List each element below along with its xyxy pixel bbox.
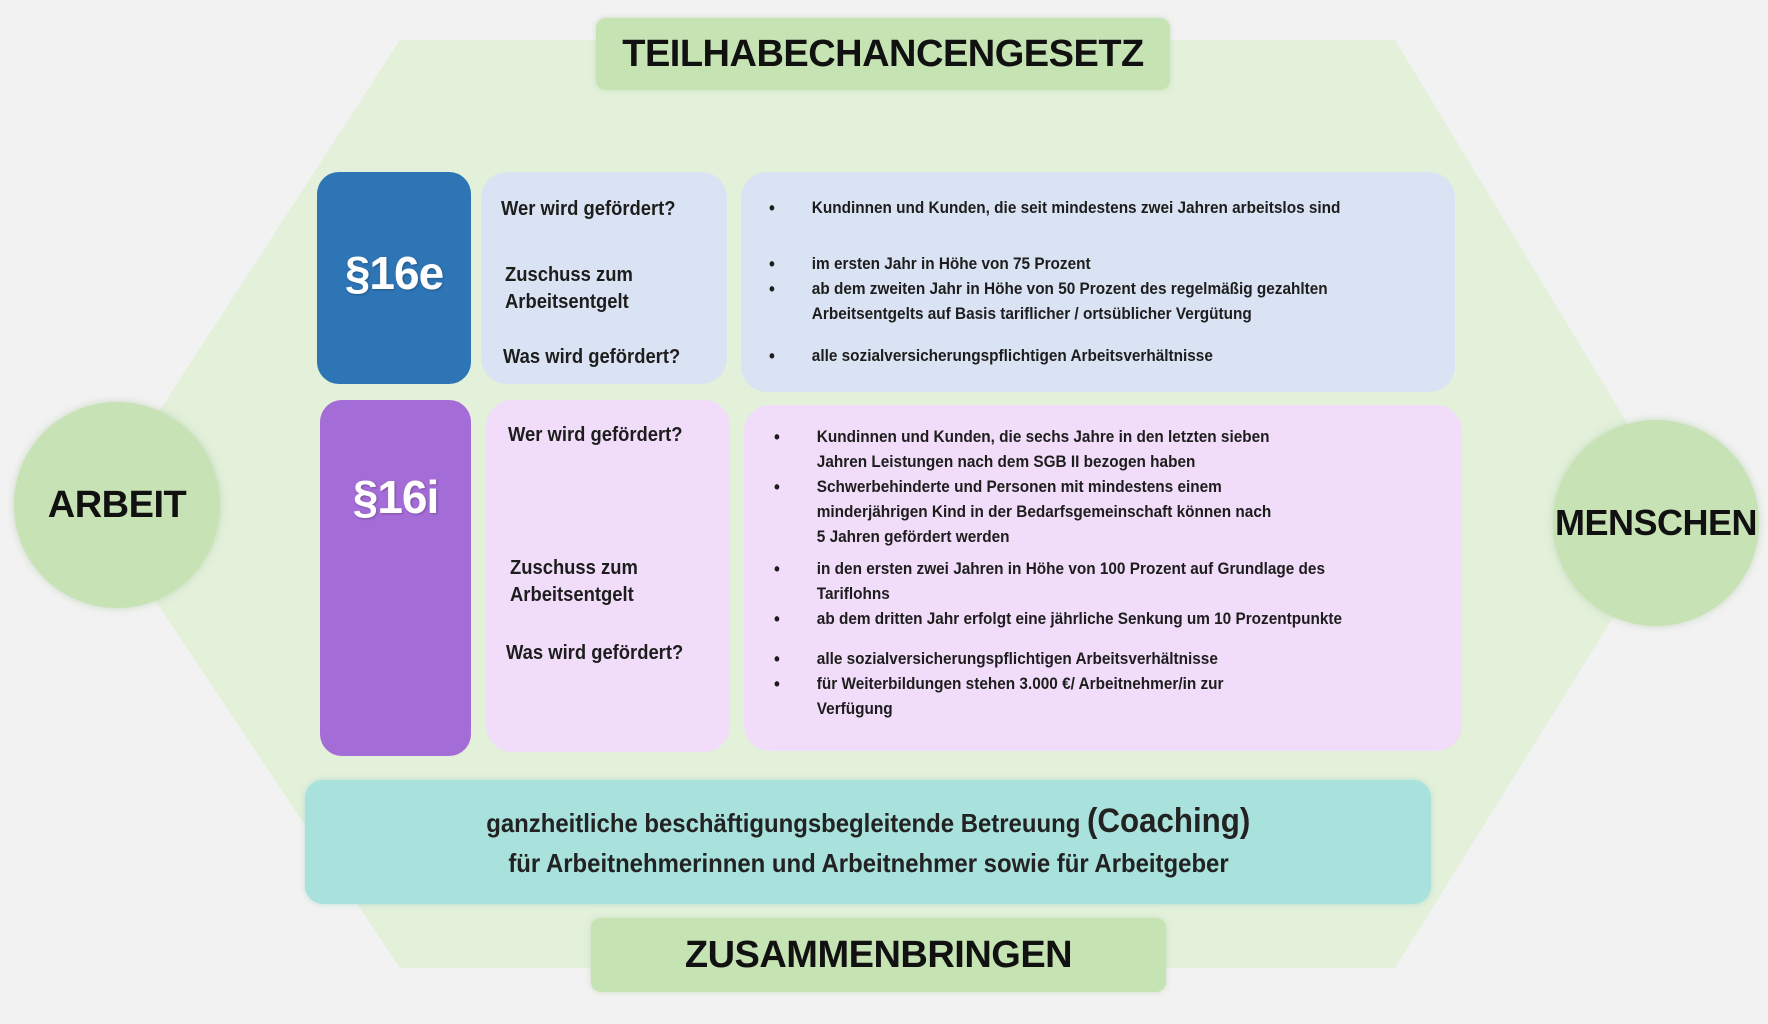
list-item: • im ersten Jahr in Höhe von 75 Prozent	[769, 252, 1328, 277]
menschen-label: MENSCHEN	[1554, 502, 1757, 543]
list-item: • ab dem dritten Jahr erfolgt eine jährliche Senkung um 10 Prozentpunkte	[774, 607, 1342, 632]
title-banner	[596, 18, 1170, 90]
list-item: • Kundinnen und Kunden, die sechs Jahre in den letzten sieben	[774, 425, 1271, 450]
label-who-16e: Wer wird gefördert?	[501, 198, 676, 220]
list-item: • alle sozialversicherungspflichtigen Arbeitsverhältnisse	[774, 647, 1224, 672]
label-subsidy-16i-line1: Zuschuss zum	[510, 557, 638, 579]
menschen-circle	[1553, 420, 1759, 626]
label-what-16i: Was wird gefördert?	[506, 642, 684, 664]
subsidy-list-16i	[774, 557, 1385, 632]
section-16e-details-panel	[741, 172, 1455, 392]
paragraph-16e-label: §16e	[344, 247, 444, 299]
bottom-banner	[591, 918, 1166, 992]
section-16i-details-panel	[744, 405, 1462, 751]
list-item-continued: Arbeitsentgelts auf Basis tariflicher / ortsüblicher Vergütung	[811, 305, 1252, 323]
bottom-banner-text: ZUSAMMENBRINGEN	[684, 933, 1073, 976]
list-item: • für Weiterbildungen stehen 3.000 €/ Arbeitnehmer/in zur	[774, 672, 1224, 697]
list-item: • ab dem zweiten Jahr in Höhe von 50 Prozent des regelmäßig gezahlten	[769, 277, 1328, 302]
list-item-continued: minderjährigen Kind in der Bedarfsgemeinschaft können nach	[816, 503, 1272, 521]
section-16e-labels-panel	[481, 172, 727, 384]
list-item-continued: Jahren Leistungen nach dem SGB II bezogen haben	[816, 453, 1196, 471]
coaching-line-1	[486, 801, 1250, 843]
title-text: TEILHABECHANCENGESETZ	[622, 32, 1144, 75]
list-item-continued: Tariflohns	[816, 585, 890, 603]
paragraph-16i-label: §16i	[352, 471, 439, 523]
arbeit-circle	[14, 402, 220, 608]
paragraph-16i-box	[320, 400, 471, 756]
label-subsidy-16e-line2: Arbeitsentgelt	[505, 291, 629, 313]
coaching-box	[305, 780, 1431, 904]
list-item: • alle sozialversicherungspflichtigen Arbeitsverhältnisse	[769, 344, 1213, 369]
subsidy-list-16e	[769, 252, 1370, 327]
what-list-16e	[769, 344, 1246, 369]
who-list-16e	[769, 196, 1383, 221]
list-item-continued: Verfügung	[816, 700, 893, 718]
list-item: • Kundinnen und Kunden, die seit mindestens zwei Jahren arbeitslos sind	[769, 196, 1340, 221]
coaching-highlight: (Coaching)	[1086, 802, 1251, 840]
list-item: • Schwerbehinderte und Personen mit mindestens einem	[774, 475, 1271, 500]
coaching-line-1-text: ganzheitliche beschäftigungsbegleitende Betreuung	[485, 808, 1081, 838]
section-16i-labels-panel	[486, 400, 730, 752]
who-list-16i	[774, 425, 1309, 550]
label-subsidy-16i-line2: Arbeitsentgelt	[510, 584, 634, 606]
what-list-16i	[774, 647, 1257, 722]
list-item-continued: 5 Jahren gefördert werden	[816, 528, 1010, 546]
label-what-16e: Was wird gefördert?	[503, 346, 681, 368]
label-subsidy-16e-line1: Zuschuss zum	[505, 264, 633, 286]
list-item: • in den ersten zwei Jahren in Höhe von 100 Prozent auf Grundlage des	[774, 557, 1342, 582]
paragraph-16e-box	[317, 172, 471, 384]
arbeit-label: ARBEIT	[47, 483, 187, 526]
coaching-line-2: für Arbeitnehmerinnen und Arbeitnehmer sowie für Arbeitgeber	[507, 848, 1229, 878]
label-who-16i: Wer wird gefördert?	[508, 424, 683, 446]
